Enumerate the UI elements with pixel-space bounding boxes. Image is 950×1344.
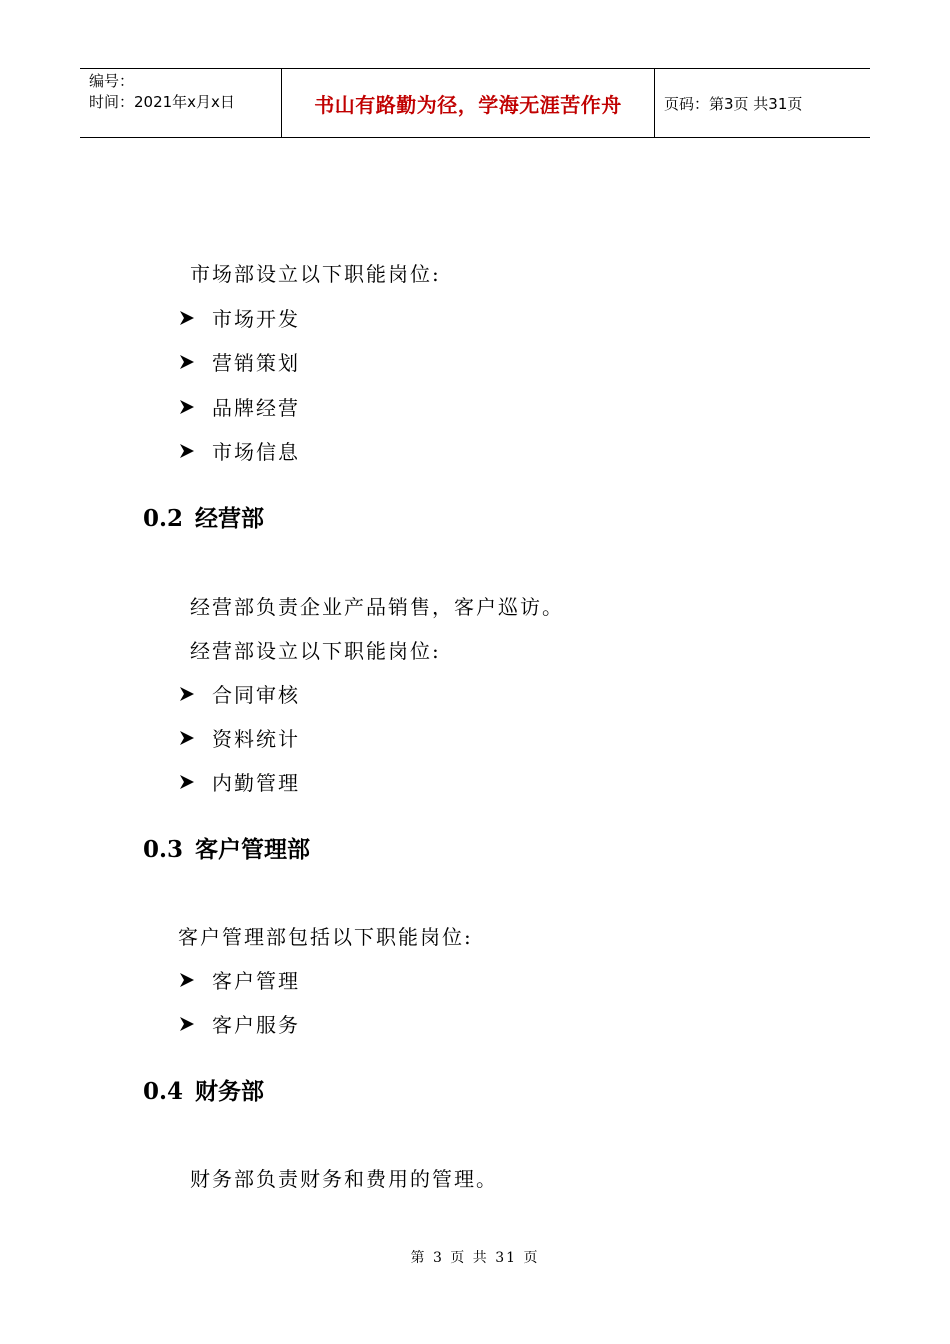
customer-intro: 客户管理部包括以下职能岗位: (178, 925, 473, 949)
header-page-cell (655, 69, 870, 137)
section-heading-operations (143, 500, 264, 533)
list-item-label: 客户服务 (212, 1013, 300, 1037)
list-item (178, 347, 300, 376)
list-item-label: 内勤管理 (212, 771, 300, 795)
list-item (178, 436, 300, 465)
header-meta (80, 69, 282, 137)
finance-desc: 财务部负责财务和费用的管理。 (190, 1167, 498, 1191)
list-item-label: 合同审核 (212, 683, 300, 707)
header-number-label: 编号： (89, 72, 135, 90)
list-item-label: 资料统计 (212, 727, 300, 751)
market-intro: 市场部设立以下职能岗位: (190, 262, 441, 286)
arrow-bullet-icon (178, 729, 196, 747)
list-item (178, 965, 300, 994)
header-motto: 书山有路勤为径，学海无涯苦作舟 (314, 92, 622, 117)
section-heading-finance (143, 1073, 264, 1106)
section-heading-customer (143, 831, 310, 864)
arrow-bullet-icon (178, 353, 196, 371)
arrow-bullet-icon (178, 971, 196, 989)
list-item (178, 1009, 300, 1038)
list-item-label: 营销策划 (212, 351, 300, 375)
list-item-label: 市场开发 (212, 307, 300, 331)
operations-desc: 经营部负责企业产品销售，客户巡访。 (190, 595, 564, 619)
section-title: 财务部 (195, 1079, 265, 1105)
header-time-label: 时间：2021年x月x日 (89, 93, 235, 111)
arrow-bullet-icon (178, 685, 196, 703)
page-header (80, 68, 870, 138)
list-item-label: 品牌经营 (212, 396, 300, 420)
section-title: 客户管理部 (195, 837, 311, 863)
arrow-bullet-icon (178, 442, 196, 460)
arrow-bullet-icon (178, 773, 196, 791)
arrow-bullet-icon (178, 398, 196, 416)
list-item (178, 392, 300, 421)
header-page-info: 页码：第3页 共31页 (664, 94, 803, 113)
list-item-label: 市场信息 (212, 440, 300, 464)
section-number: 0.2 (143, 505, 184, 532)
section-number: 0.3 (143, 836, 184, 863)
page-footer: 第 3 页 共 31 页 (410, 1250, 540, 1266)
arrow-bullet-icon (178, 309, 196, 327)
list-item (178, 723, 300, 752)
list-item (178, 767, 300, 796)
list-item (178, 303, 300, 332)
list-item-label: 客户管理 (212, 969, 300, 993)
section-title: 经营部 (195, 506, 265, 532)
list-item (178, 679, 300, 708)
section-number: 0.4 (143, 1078, 184, 1105)
header-motto-cell (282, 69, 655, 137)
arrow-bullet-icon (178, 1015, 196, 1033)
operations-intro: 经营部设立以下职能岗位: (190, 639, 441, 663)
